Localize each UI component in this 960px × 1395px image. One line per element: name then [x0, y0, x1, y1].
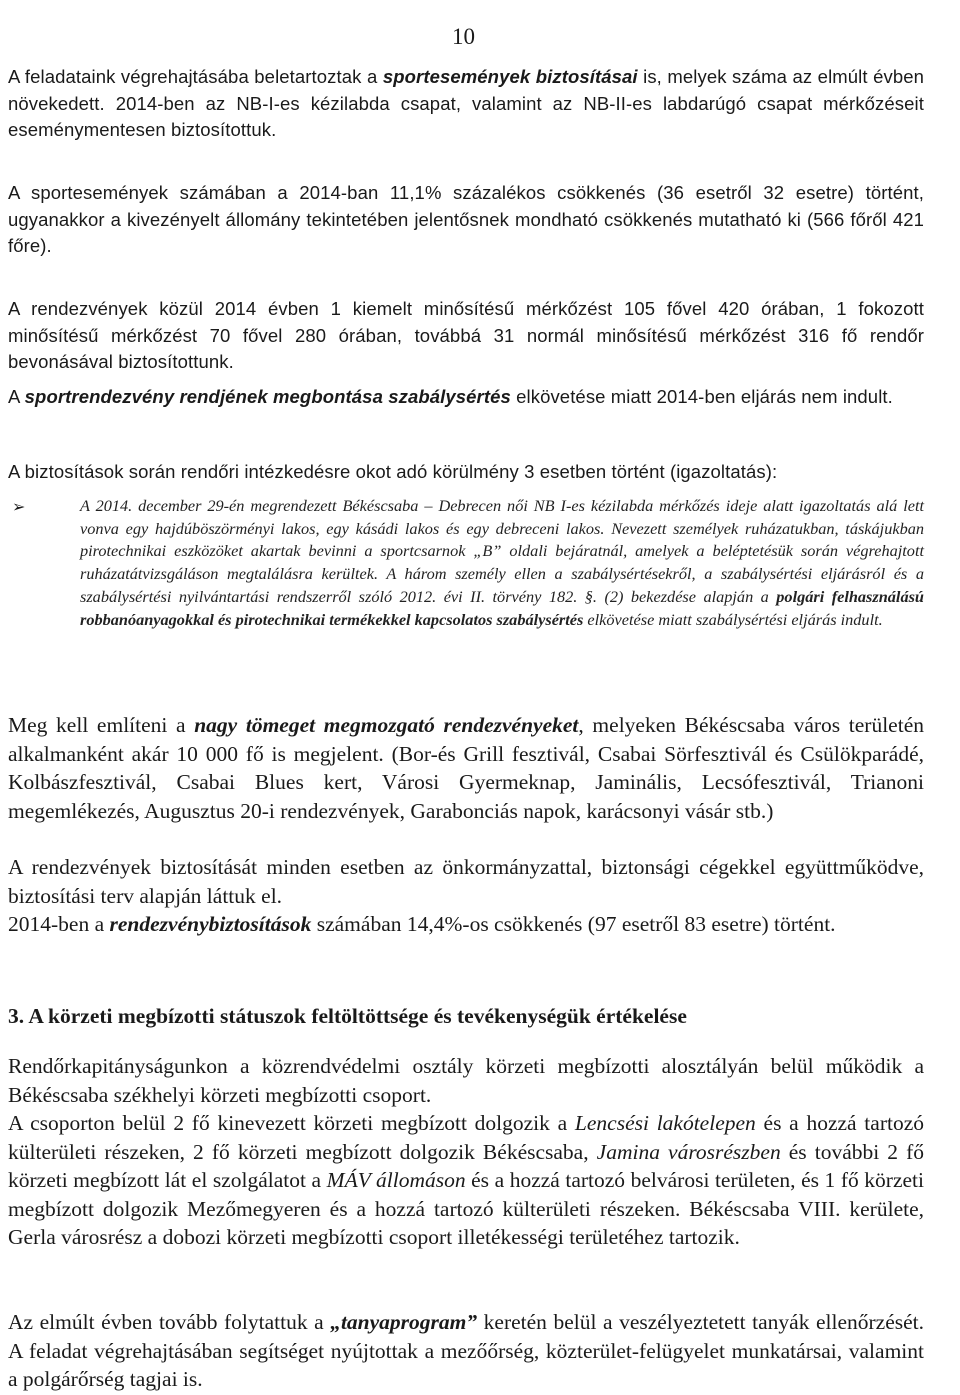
page-number: 10 — [452, 24, 475, 49]
text: Meg kell említeni a — [8, 713, 195, 737]
paragraph-district-officers: Rendőrkapitányságunkon a közrendvédelmi osztály körzeti megbízotti alosztályán belül működik a Békéscsaba székhelyi körzeti megbízotti csoport. — [8, 1054, 924, 1107]
location-lencsesi: Lencsési lakótelepen — [574, 1111, 756, 1135]
arrow-bullet-icon: ➢ — [12, 497, 26, 516]
section-heading: 3. A körzeti megbízotti státuszok feltöltöttsége és tevékenységük értékelése — [8, 1004, 687, 1028]
text: , melyeken Békéscsaba város területén alkalmanként akár 10 000 fő is megjelent. (Bor-és Grill fesztivál, Csabai Sörfesztivál és Csülökparádé, Kolbászfesztivál, Csabai Blues kert, Városi Gyermeknap, Jaminális, Lecsófesztivál, Trianoni megemlékezés, Augusztus 20-i rendezvények, Garabonciás napok, karácsonyi vásár stb.) — [8, 713, 924, 823]
location-mav-station: MÁV állomáson — [326, 1168, 466, 1192]
location-jamina: Jamina városrészben — [596, 1139, 781, 1164]
text: elkövetése miatt szabálysértési eljárás indult. — [583, 609, 883, 629]
emphasis-sport-events: sportesemények biztosításai — [382, 66, 638, 87]
text: is, melyek száma az elmúlt évben növekedett. 2014-ben az NB-I-es kézilabda csapat, valamint az NB-II-es labdarúgó csapat mérkőzéseit eseménymentesen biztosítottuk. — [8, 66, 924, 140]
text: és a hozzá tartozó külterületi részeken, 2 fő körzeti megbízott dolgozik Békéscsaba, — [8, 1111, 925, 1164]
text: A — [8, 386, 25, 407]
paragraph-cooperation: A rendezvények biztosítását minden esetben az önkormányzattal, biztonsági cégekkel együttműködve, biztosítási terv alapján láttuk el. — [8, 855, 924, 908]
text: A csoporton belül 2 fő kinevezett körzeti megbízott dolgozik a — [8, 1111, 575, 1135]
text: A feladataink végrehajtásába beletartoztak a — [8, 66, 383, 87]
emphasis-mass-events: nagy tömeget megmozgató rendezvényeket — [194, 713, 579, 737]
paragraph-sport-events — [8, 64, 924, 144]
text: számában 14,4%-os csökkenés (97 esetről 83 esetre) történt. — [311, 912, 836, 936]
paragraph-district-assignments — [8, 1109, 924, 1252]
text: és további 2 fő körzeti megbízott lát el szolgálatot a — [8, 1139, 925, 1192]
text: és a hozzá tartozó belvárosi területen, és 1 fő körzeti megbízott dolgozik Mezőmegyeren és a hozzá tartozó külterületi részeken. Békéscsaba VIII. kerülete, Gerla városrész a dobozi körzeti megbízotti csoport illetékességi területéhez tartozik. — [8, 1168, 924, 1249]
text: A 2014. december 29-én megrendezett Békéscsaba – Debrecen női NB I-es kézilabda mérkőzés ideje alatt igazoltatás alá lett vonva egy hajdúböszörményi lakos, egy kásádi lakos és egy debreceni lakos. Nevezett személyek ruházatukban, táskájukban pirotechnikai eszközöket akartak bevinni a sportcsarnok „B” oldali bejáratnál, amelyek a beléptetésük során végrehajtott ruházatátvizsgáláson megtalálásra kerültek. A három személy ellen a szabálysértésekről, a szabálysértési eljárásról és a szabálysértési nyilvántartási rendszerről szóló 2012. évi II. törvény 182. §. (2) bekezdése alapján a — [80, 496, 924, 606]
emphasis-pyrotechnics-violation: polgári felhasználású robbanóanyagokkal és pirotechnikai termékekkel kapcsolatos szabálysértés — [80, 586, 924, 629]
paragraph-event-categories: A rendezvények közül 2014 évben 1 kiemelt minősítésű mérkőzést 105 fővel 420 órában, 1 fokozott minősítésű mérkőzést 70 fővel 280 órában, továbbá 31 normál minősítésű mérkőzést 316 fő rendőr bevonásával biztosítottunk. — [8, 298, 924, 372]
paragraph-no-proceedings — [8, 384, 924, 411]
text: keretén belül a veszélyeztetett tanyák ellenőrzését. A feladat végrehajtásában segítséget nyújtottak a mezőőrség, közterület-felügyelet munkatársai, valamint a polgárőrség tagjai is. — [8, 1310, 925, 1391]
paragraph-mass-events — [8, 711, 924, 825]
text: elkövetése miatt 2014-ben eljárás nem indult. — [510, 386, 893, 407]
emphasis-farm-program: „tanyaprogram” — [330, 1310, 478, 1334]
paragraph-interventions: A biztosítások során rendőri intézkedésre okot adó körülmény 3 esetben történt (igazoltatás): — [8, 461, 778, 482]
paragraph-event-security-decrease — [8, 910, 924, 939]
emphasis-order-violation: sportrendezvény rendjének megbontása szabálysértés — [24, 386, 511, 407]
text: Az elmúlt évben tovább folytattuk a — [8, 1310, 331, 1334]
paragraph-farm-program — [8, 1308, 924, 1394]
bullet-incident-description — [80, 495, 924, 631]
text: 2014-ben a — [8, 912, 110, 936]
paragraph-sport-events-decrease: A sportesemények számában a 2014-ban 11,1% százalékos csökkenés (36 esetről 32 esetre) történt, ugyanakkor a kivezényelt állomány tekintetében jelentősnek mondható csökkenés mutatható ki (566 főről 421 főre). — [8, 182, 924, 256]
emphasis-event-security: rendezvénybiztosítások — [109, 912, 312, 936]
